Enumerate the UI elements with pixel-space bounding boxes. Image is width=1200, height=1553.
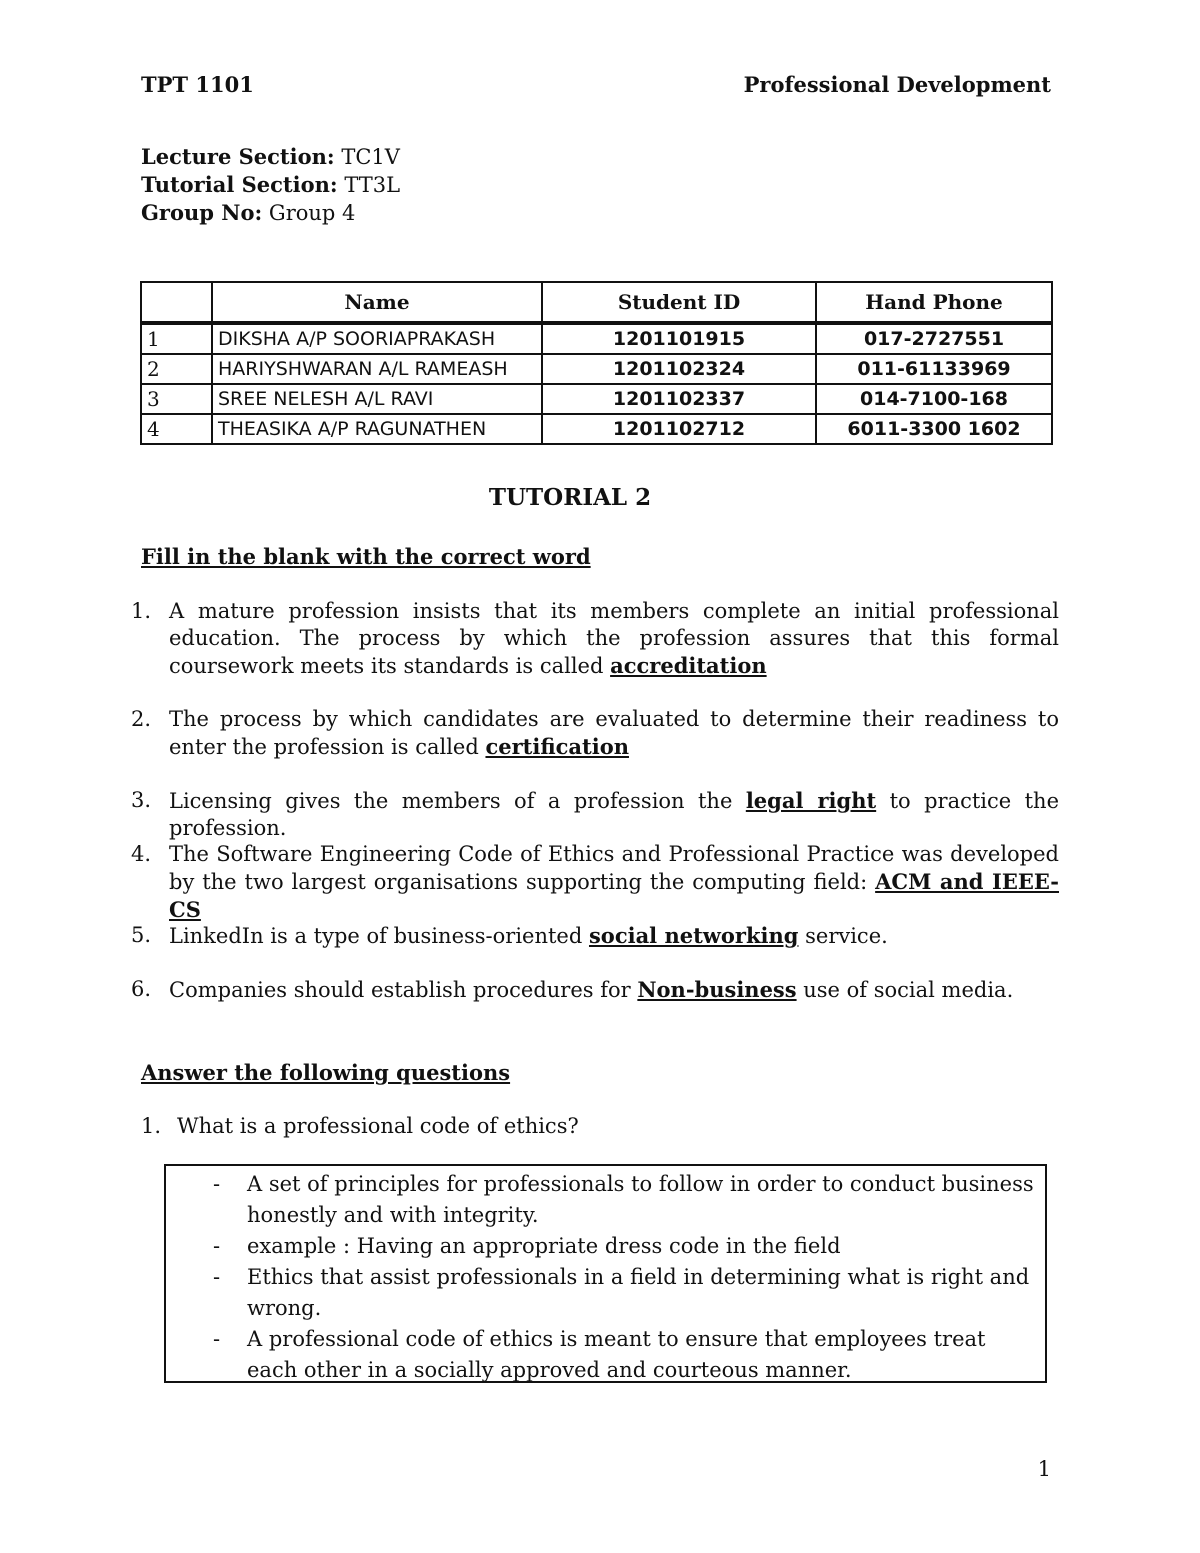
list-item [166, 1169, 1045, 1231]
table-row [141, 384, 1052, 414]
question-text: The process by which candidates are evaluated to determine their readiness to enter the profession is called [169, 707, 1059, 759]
student-id: 1201102324 [542, 354, 816, 384]
meta-label: Lecture Section: [141, 144, 335, 169]
answer-word: ACM and IEEE-CS [169, 869, 1059, 922]
list-item [131, 922, 1059, 950]
question-1 [141, 1114, 579, 1138]
answer-word: legal right [745, 788, 877, 813]
table-row [141, 354, 1052, 384]
meta-label: Tutorial Section: [141, 172, 338, 197]
item-text [169, 922, 1059, 950]
hand-phone: 017-2727551 [816, 323, 1052, 354]
item-number: 3. [131, 788, 152, 812]
col-header-hand-phone: Hand Phone [816, 282, 1052, 323]
tutorial-section-line [141, 171, 400, 199]
col-header-name: Name [212, 282, 542, 323]
section-info [141, 143, 400, 227]
dash-bullet: - [213, 1172, 221, 1196]
member-name: SREE NELESH A/L RAVI [212, 384, 542, 414]
dash-bullet: - [213, 1327, 221, 1351]
list-item [166, 1231, 1045, 1262]
fill-in-heading: Fill in the blank with the correct word [141, 544, 591, 569]
question-text: The Software Engineering Code of Ethics and Professional Practice was developed by the two largest organisations supporting the computing field: [169, 842, 1059, 894]
list-item [131, 787, 1059, 842]
answer-box [164, 1164, 1047, 1383]
item-number: 2. [131, 707, 152, 731]
question-text: service. [798, 924, 888, 948]
group-no-line [141, 199, 400, 227]
list-item [166, 1262, 1045, 1324]
list-item [131, 976, 1059, 1004]
answer-list [166, 1169, 1045, 1386]
dash-bullet: - [213, 1234, 221, 1258]
group-members-table [140, 281, 1053, 445]
member-name: HARIYSHWARAN A/L RAMEASH [212, 354, 542, 384]
table-row [141, 414, 1052, 444]
row-number: 1 [141, 323, 212, 354]
member-name: DIKSHA A/P SOORIAPRAKASH [212, 323, 542, 354]
hand-phone: 011-61133969 [816, 354, 1052, 384]
row-number: 3 [141, 384, 212, 414]
answer-word: accreditation [610, 653, 767, 678]
table-header-row [141, 282, 1052, 323]
question-text: use of social media. [796, 978, 1014, 1002]
list-item [131, 841, 1059, 924]
item-text [169, 841, 1059, 924]
question-text: A mature profession insists that its members complete an initial professional education. The process by which the profession assures that this formal coursework meets its standards is called [169, 599, 1059, 678]
answer-word: certification [485, 734, 629, 759]
list-item [131, 706, 1059, 761]
question-text: to practice the profession. [169, 789, 1059, 840]
meta-value: Group 4 [268, 201, 356, 225]
row-number: 2 [141, 354, 212, 384]
answer-text: example : Having an appropriate dress code in the field [247, 1234, 841, 1258]
tutorial-title: TUTORIAL 2 [488, 484, 652, 511]
meta-value: TT3L [344, 173, 401, 197]
table-row [141, 323, 1052, 354]
col-header-student-id: Student ID [542, 282, 816, 323]
item-number: 1. [141, 1114, 162, 1138]
question-text: Companies should establish procedures for [169, 978, 638, 1002]
answer-word: Non-business [637, 977, 797, 1002]
item-text [169, 976, 1059, 1004]
row-number: 4 [141, 414, 212, 444]
item-text [169, 706, 1059, 761]
col-header-no [141, 282, 212, 323]
meta-label: Group No: [141, 200, 263, 225]
item-number: 5. [131, 923, 152, 947]
meta-value: TC1V [341, 145, 400, 169]
lecture-section-line [141, 143, 400, 171]
question-text: Licensing gives the members of a profession the [169, 789, 746, 813]
student-id: 1201102712 [542, 414, 816, 444]
list-item [131, 598, 1059, 680]
answer-text: Ethics that assist professionals in a field in determining what is right and wrong. [247, 1265, 1030, 1320]
hand-phone: 6011-3300 1602 [816, 414, 1052, 444]
item-text [169, 787, 1059, 842]
item-number: 4. [131, 842, 152, 866]
question-text: LinkedIn is a type of business-oriented [169, 924, 589, 948]
page-number: 1 [1037, 1457, 1051, 1481]
item-text [169, 598, 1059, 680]
item-number: 6. [131, 977, 152, 1001]
student-id: 1201102337 [542, 384, 816, 414]
dash-bullet: - [213, 1265, 221, 1289]
course-name: Professional Development [743, 72, 1051, 97]
question-text: What is a professional code of ethics? [177, 1114, 579, 1138]
hand-phone: 014-7100-168 [816, 384, 1052, 414]
list-item [166, 1324, 1045, 1386]
answer-word: social networking [588, 923, 799, 948]
answer-text: A professional code of ethics is meant to ensure that employees treat each other in a socially approved and courteous manner. [247, 1327, 986, 1382]
answer-text: A set of principles for professionals to follow in order to conduct business honestly and with integrity. [247, 1172, 1034, 1227]
answer-questions-heading: Answer the following questions [141, 1060, 511, 1085]
member-name: THEASIKA A/P RAGUNATHEN [212, 414, 542, 444]
student-id: 1201101915 [542, 323, 816, 354]
course-code: TPT 1101 [141, 72, 254, 97]
item-number: 1. [131, 599, 152, 623]
